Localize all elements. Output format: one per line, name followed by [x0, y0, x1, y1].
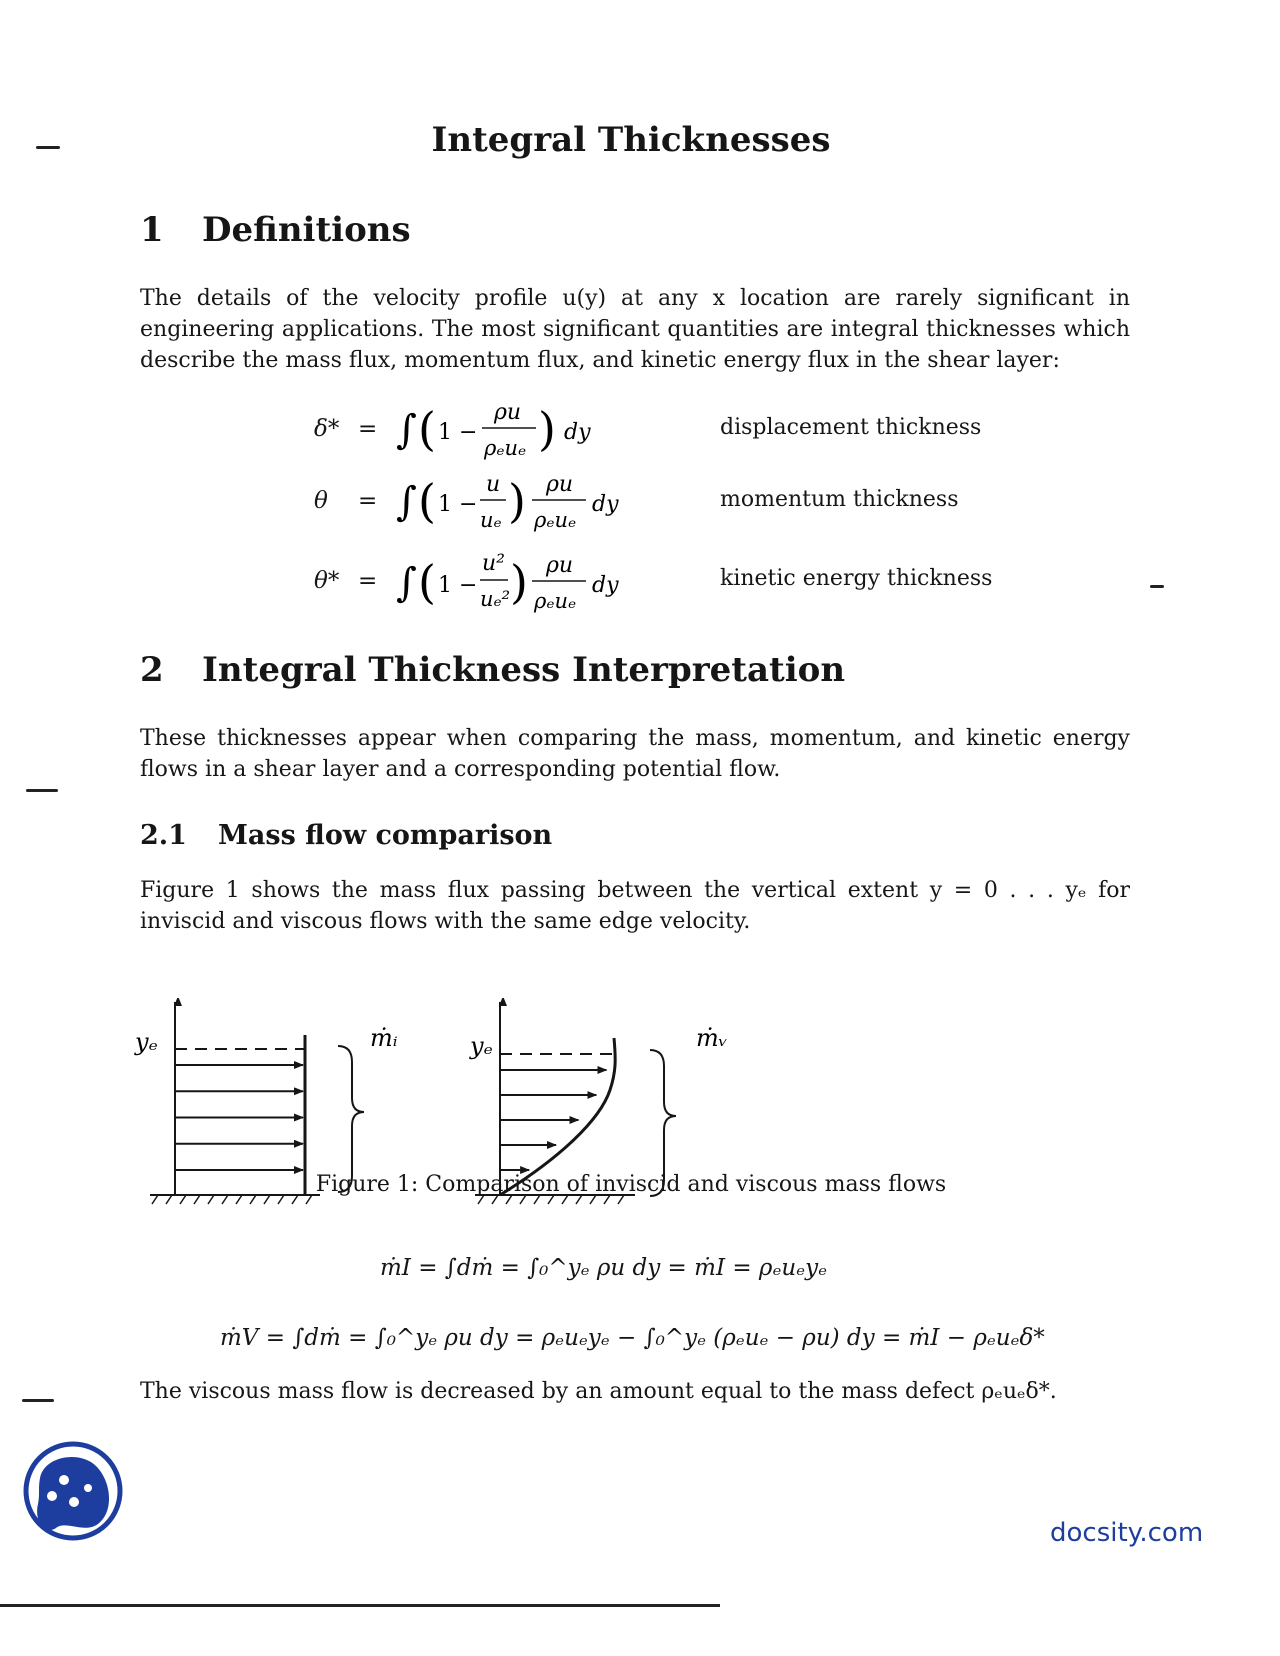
edge-label: yₑ [135, 1028, 158, 1056]
closing-paragraph: The viscous mass flow is decreased by an amount equal to the mass defect ρₑuₑδ*. [140, 1379, 1057, 1404]
flow-label: ṁᵥ [696, 1024, 728, 1052]
equation-label: displacement thickness [720, 415, 982, 440]
svg-text:ρu: ρu [494, 400, 522, 425]
svg-text:): ) [510, 555, 528, 609]
svg-text:): ) [508, 474, 526, 528]
page-title: Integral Thicknesses [431, 120, 831, 160]
svg-text:1 −: 1 − [438, 420, 478, 445]
equals-sign: = [358, 568, 378, 594]
equation-mass-inviscid [380, 1255, 827, 1281]
svg-text:dy: dy [592, 492, 619, 517]
section-number: 2 [140, 650, 164, 690]
svg-text:u: u [486, 472, 501, 497]
section-2-heading [140, 650, 845, 690]
svg-text:dy: dy [592, 573, 619, 598]
equation-displacement [300, 395, 982, 475]
svg-text:): ) [538, 402, 556, 456]
equation-text: ṁI = ∫dṁ = ∫₀^yₑ ρu dy = ṁI = ρₑuₑyₑ [380, 1255, 827, 1281]
section-2-paragraph: These thicknesses appear when comparing the mass, momentum, and kinetic energy flows in a shear layer and a corresponding potential flow. [140, 726, 1130, 782]
equation-mass-viscous [220, 1325, 1045, 1351]
equation-symbol: θ* [314, 568, 340, 594]
scan-mark [26, 789, 58, 792]
svg-text:∫: ∫ [396, 560, 417, 606]
subsection-2-1-paragraph: Figure 1 shows the mass flux passing between the vertical extent y = 0 . . . yₑ for inviscid and viscous flows with the same edge velocity. [140, 878, 1130, 934]
svg-text:ρₑuₑ: ρₑuₑ [534, 589, 577, 613]
subsection-2-1-heading [140, 820, 552, 851]
equation-label: momentum thickness [720, 487, 959, 512]
svg-text:ρₑuₑ: ρₑuₑ [534, 508, 577, 532]
svg-text:(: ( [418, 555, 436, 609]
figure-caption: Figure 1: Comparison of inviscid and viscous mass flows [315, 1172, 947, 1197]
equation-kinetic-energy [300, 544, 993, 624]
docsity-watermark[interactable]: docsity.com [1050, 1518, 1204, 1548]
svg-text:uₑ: uₑ [480, 508, 502, 532]
section-1-paragraph: The details of the velocity profile u(y) at any x location are rarely significant in engineering applications. The most significant quantities are integral thicknesses which describe the mass flux, momentum flux, and kinetic energy flux in the shear layer: [140, 286, 1130, 373]
svg-text:dy: dy [564, 420, 591, 445]
logo-icon [22, 1440, 124, 1542]
svg-text:ρₑuₑ: ρₑuₑ [484, 436, 527, 460]
integral-expression [396, 544, 646, 624]
equation-symbol: δ* [314, 416, 340, 442]
equation-label: kinetic energy thickness [720, 566, 993, 591]
edge-label: yₑ [470, 1032, 493, 1060]
svg-text:uₑ²: uₑ² [480, 587, 511, 611]
equation-text: ṁV = ∫dṁ = ∫₀^yₑ ρu dy = ρₑuₑyₑ − ∫₀^yₑ (ρₑuₑ − ρu) dy = ṁI − ρₑuₑδ* [220, 1325, 1045, 1351]
brace [338, 1046, 364, 1192]
section-1-heading [140, 210, 411, 250]
scan-mark [22, 1399, 54, 1402]
svg-text:ρu: ρu [546, 472, 574, 497]
docsity-logo [22, 1440, 124, 1542]
scan-mark [1150, 585, 1164, 588]
section-title: Definitions [202, 210, 411, 250]
svg-text:ρu: ρu [546, 553, 574, 578]
svg-text:(: ( [418, 474, 436, 528]
subsection-title: Mass flow comparison [218, 820, 553, 851]
section-title: Integral Thickness Interpretation [202, 650, 846, 690]
flow-label: ṁᵢ [370, 1024, 398, 1052]
svg-text:1 −: 1 − [438, 492, 478, 517]
svg-text:∫: ∫ [396, 479, 417, 525]
svg-text:∫: ∫ [396, 407, 417, 453]
section-number: 1 [140, 210, 164, 250]
svg-text:(: ( [418, 402, 436, 456]
integral-expression [396, 467, 646, 547]
page-bottom-rule [0, 1604, 720, 1607]
subsection-number: 2.1 [140, 820, 187, 851]
integral-expression [396, 395, 646, 475]
svg-text:1 −: 1 − [438, 573, 478, 598]
equation-momentum [300, 467, 959, 547]
equation-symbol: θ [314, 488, 328, 514]
equals-sign: = [358, 488, 378, 514]
svg-text:u²: u² [482, 551, 505, 576]
velocity-arrows [175, 1065, 303, 1170]
equals-sign: = [358, 416, 378, 442]
